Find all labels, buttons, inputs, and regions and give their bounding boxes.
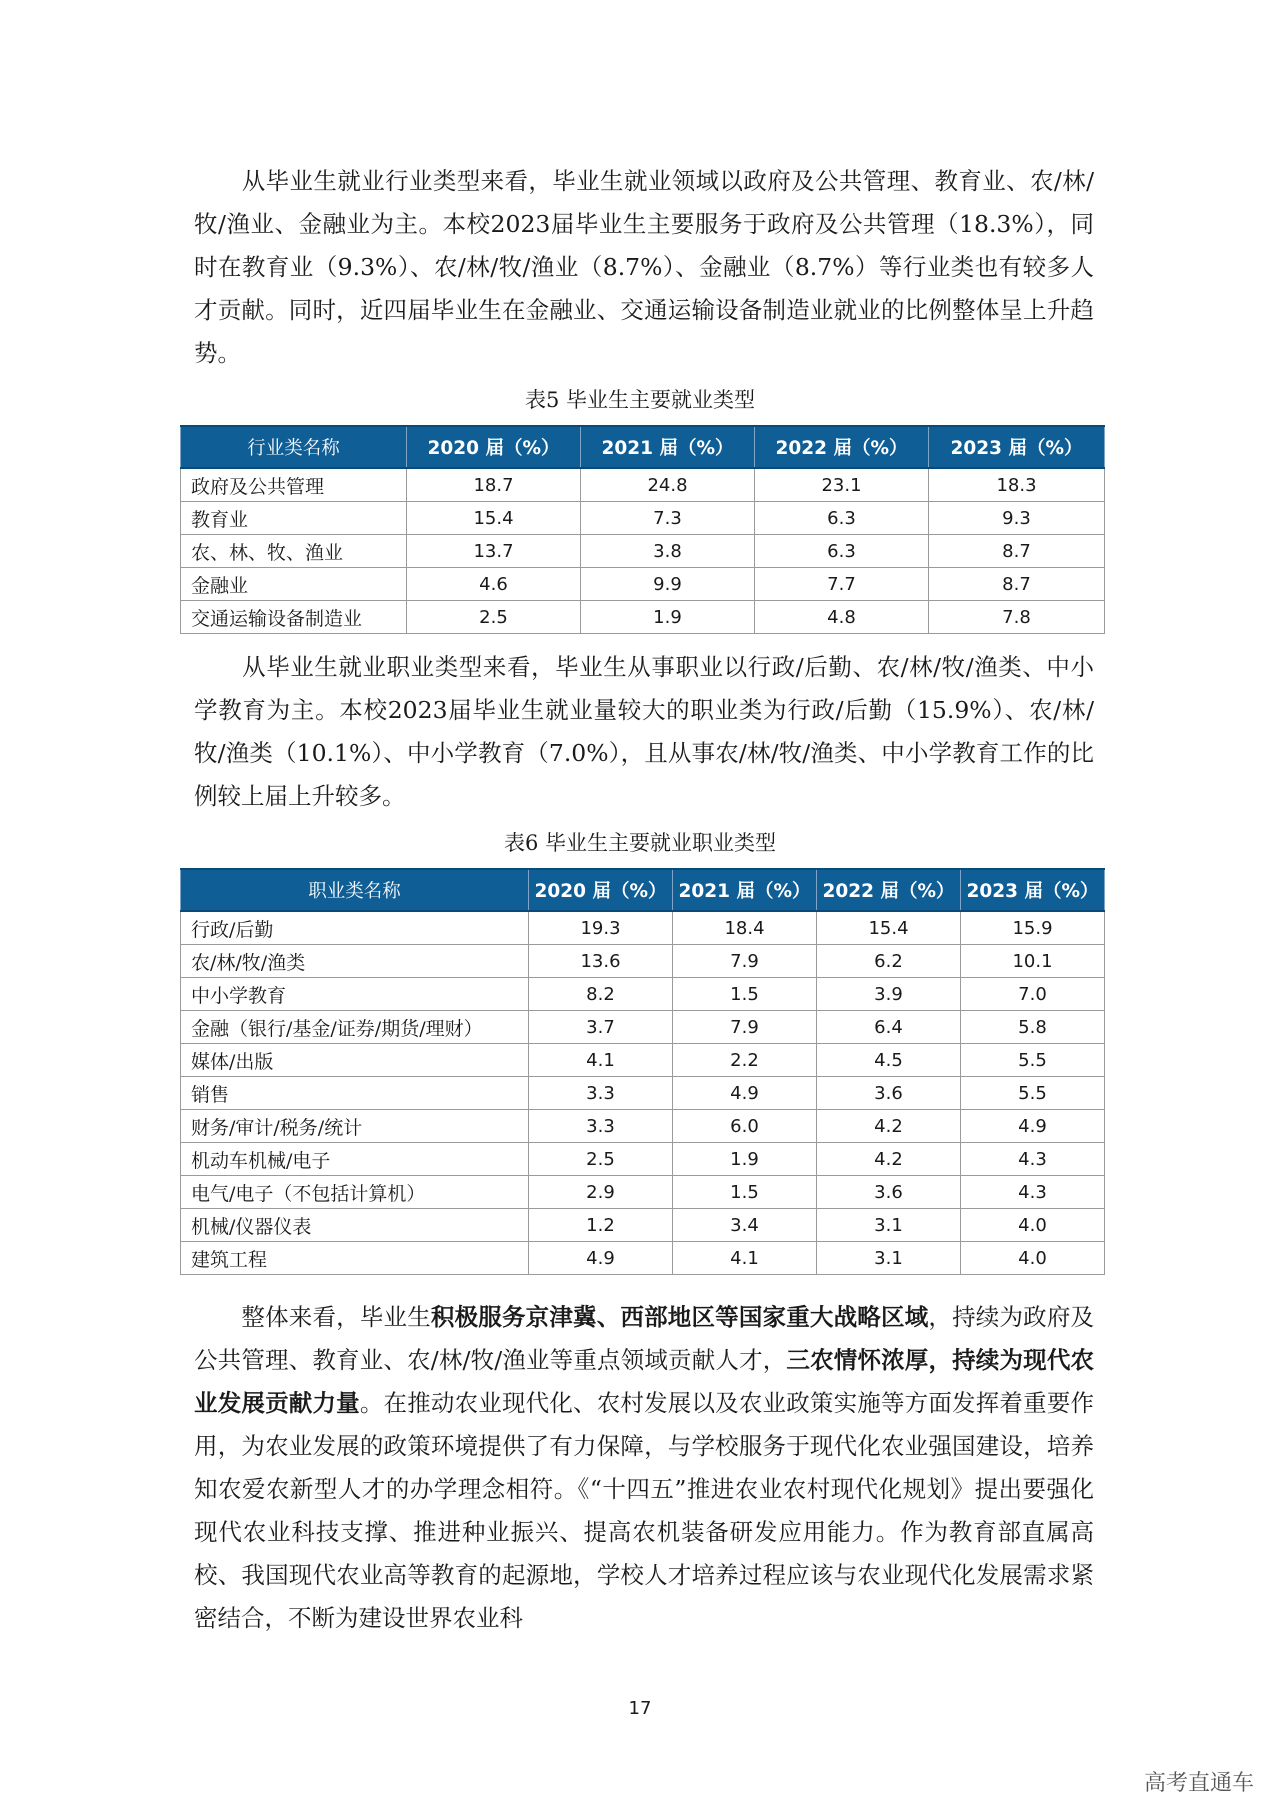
column-header-2021: 2021 届（%） (581, 426, 755, 468)
value-2020: 4.9 (529, 1242, 673, 1275)
table-row (181, 1143, 1105, 1176)
value-2022: 4.8 (755, 601, 929, 634)
value-2023: 10.1 (961, 945, 1105, 978)
value-2020: 4.1 (529, 1044, 673, 1077)
table-header-row (181, 869, 1105, 911)
value-2020: 18.7 (407, 468, 581, 502)
occupation-type-table (180, 868, 1105, 1275)
paragraph-text: 从毕业生就业行业类型来看，毕业生就业领域以政府及公共管理、教育业、农/林/牧/渔业、金融业为主。本校2023届毕业生主要服务于政府及公共管理（18.3%），同时在教育业（9.3%）、农/林/牧/渔业（8.7%）、金融业（8.7%）等行业类也有较多人才贡献。同时，近四届毕业生在金融业、交通运输设备制造业就业的比例整体呈上升趋势。 (194, 167, 1094, 367)
value-2022: 6.4 (817, 1011, 961, 1044)
value-2023: 4.0 (961, 1209, 1105, 1242)
value-2023: 9.3 (929, 502, 1105, 535)
column-header-industry: 行业类名称 (181, 426, 407, 468)
occupation-name: 财务/审计/税务/统计 (181, 1110, 529, 1143)
table-row (181, 978, 1105, 1011)
table-row (181, 1209, 1105, 1242)
value-2021: 7.9 (673, 945, 817, 978)
value-2022: 23.1 (755, 468, 929, 502)
value-2021: 4.1 (673, 1242, 817, 1275)
industry-name: 农、林、牧、渔业 (181, 535, 407, 568)
value-2020: 2.5 (529, 1143, 673, 1176)
table-row (181, 1110, 1105, 1143)
value-2022: 3.6 (817, 1077, 961, 1110)
column-header-2022: 2022 届（%） (817, 869, 961, 911)
column-header-2023: 2023 届（%） (929, 426, 1105, 468)
value-2023: 5.8 (961, 1011, 1105, 1044)
occupation-name: 行政/后勤 (181, 911, 529, 945)
column-header-occupation: 职业类名称 (181, 869, 529, 911)
industry-name: 教育业 (181, 502, 407, 535)
occupation-name: 农/林/牧/渔类 (181, 945, 529, 978)
summary-emphasis-regions: 积极服务京津冀、西部地区等国家重大战略区域 (430, 1303, 929, 1331)
value-2021: 7.3 (581, 502, 755, 535)
column-header-2023: 2023 届（%） (961, 869, 1105, 911)
value-2020: 13.6 (529, 945, 673, 978)
table-row (181, 535, 1105, 568)
column-header-2022: 2022 届（%） (755, 426, 929, 468)
occupation-name: 销售 (181, 1077, 529, 1110)
column-header-2020: 2020 届（%） (529, 869, 673, 911)
industry-name: 交通运输设备制造业 (181, 601, 407, 634)
value-2020: 8.2 (529, 978, 673, 1011)
value-2021: 18.4 (673, 911, 817, 945)
industry-type-table (180, 425, 1105, 634)
table-row (181, 1242, 1105, 1275)
value-2023: 4.0 (961, 1242, 1105, 1275)
value-2021: 2.2 (673, 1044, 817, 1077)
value-2022: 6.3 (755, 502, 929, 535)
column-header-2020: 2020 届（%） (407, 426, 581, 468)
value-2020: 15.4 (407, 502, 581, 535)
value-2021: 1.5 (673, 978, 817, 1011)
occupation-name: 金融（银行/基金/证券/期货/理财） (181, 1011, 529, 1044)
value-2021: 3.8 (581, 535, 755, 568)
table-row (181, 1044, 1105, 1077)
table5-caption: 表5 毕业生主要就业类型 (524, 388, 756, 412)
value-2022: 4.2 (817, 1110, 961, 1143)
occupation-name: 电气/电子（不包括计算机） (181, 1176, 529, 1209)
watermark: 高考直通车 (1143, 1771, 1254, 1796)
value-2021: 7.9 (673, 1011, 817, 1044)
value-2022: 4.5 (817, 1044, 961, 1077)
occupation-name: 建筑工程 (181, 1242, 529, 1275)
value-2022: 4.2 (817, 1143, 961, 1176)
value-2021: 3.4 (673, 1209, 817, 1242)
occupation-name: 机械/仪器仪表 (181, 1209, 529, 1242)
page-number: 17 (628, 1698, 652, 1719)
value-2021: 1.9 (581, 601, 755, 634)
value-2022: 3.9 (817, 978, 961, 1011)
value-2023: 18.3 (929, 468, 1105, 502)
value-2020: 4.6 (407, 568, 581, 601)
industry-name: 政府及公共管理 (181, 468, 407, 502)
value-2021: 4.9 (673, 1077, 817, 1110)
value-2023: 15.9 (961, 911, 1105, 945)
value-2022: 3.1 (817, 1242, 961, 1275)
value-2022: 6.3 (755, 535, 929, 568)
value-2022: 15.4 (817, 911, 961, 945)
table-row (181, 468, 1105, 502)
value-2023: 7.8 (929, 601, 1105, 634)
value-2020: 1.2 (529, 1209, 673, 1242)
table6-caption: 表6 毕业生主要就业职业类型 (503, 831, 777, 855)
value-2022: 3.1 (817, 1209, 961, 1242)
industry-name: 金融业 (181, 568, 407, 601)
value-2022: 7.7 (755, 568, 929, 601)
value-2023: 8.7 (929, 535, 1105, 568)
value-2023: 5.5 (961, 1044, 1105, 1077)
value-2020: 3.3 (529, 1077, 673, 1110)
value-2020: 13.7 (407, 535, 581, 568)
value-2021: 1.5 (673, 1176, 817, 1209)
occupation-name: 媒体/出版 (181, 1044, 529, 1077)
paragraph-text: 从毕业生就业职业类型来看，毕业生从事职业以行政/后勤、农/林/牧/渔类、中小学教育为主。本校2023届毕业生就业量较大的职业类为行政/后勤（15.9%）、农/林/牧/渔类（10.1%）、中小学教育（7.0%），且从事农/林/牧/渔类、中小学教育工作的比例较上届上升较多。 (194, 653, 1094, 810)
table-row (181, 502, 1105, 535)
table-row (181, 1077, 1105, 1110)
table-row (181, 568, 1105, 601)
summary-emphasis-agriculture: 三农情怀浓厚，持续为现代农业发展贡献力量 (194, 1346, 1094, 1417)
occupation-name: 机动车机械/电子 (181, 1143, 529, 1176)
summary-text-part3: 。在推动农业现代化、农村发展以及农业政策实施等方面发挥着重要作用，为农业发展的政策环境提供了有力保障，与学校服务于现代化农业强国建设，培养知农爱农新型人才的办学理念相符。《“十四五”推进农业农村现代化规划》提出要强化现代农业科技支撑、推进种业振兴、提高农机装备研发应用能力。作为教育部直属高校、我国现代农业高等教育的起源地，学校人才培养过程应该与农业现代化发展需求紧密结合，不断为建设世界农业科 (194, 1389, 1095, 1632)
summary-text-part1: 整体来看，毕业生 (194, 1303, 431, 1331)
value-2020: 19.3 (529, 911, 673, 945)
value-2022: 3.6 (817, 1176, 961, 1209)
value-2023: 8.7 (929, 568, 1105, 601)
table-header-row (181, 426, 1105, 468)
value-2020: 2.9 (529, 1176, 673, 1209)
summary-text-part2: ，持续为政府及公共管理、教育业、农/林/牧/渔业等重点领域贡献人才， (194, 1303, 1095, 1374)
value-2023: 5.5 (961, 1077, 1105, 1110)
value-2023: 7.0 (961, 978, 1105, 1011)
paragraph-industry-overview (194, 160, 1094, 375)
value-2023: 4.9 (961, 1110, 1105, 1143)
table-row (181, 1011, 1105, 1044)
value-2022: 6.2 (817, 945, 961, 978)
table-row (181, 911, 1105, 945)
value-2023: 4.3 (961, 1176, 1105, 1209)
table-row (181, 1176, 1105, 1209)
value-2021: 9.9 (581, 568, 755, 601)
value-2020: 3.3 (529, 1110, 673, 1143)
value-2023: 4.3 (961, 1143, 1105, 1176)
occupation-name: 中小学教育 (181, 978, 529, 1011)
paragraph-occupation-overview (194, 646, 1094, 818)
value-2020: 2.5 (407, 601, 581, 634)
value-2020: 3.7 (529, 1011, 673, 1044)
paragraph-summary (194, 1296, 1094, 1640)
value-2021: 1.9 (673, 1143, 817, 1176)
value-2021: 24.8 (581, 468, 755, 502)
table-row (181, 601, 1105, 634)
value-2021: 6.0 (673, 1110, 817, 1143)
table-row (181, 945, 1105, 978)
column-header-2021: 2021 届（%） (673, 869, 817, 911)
